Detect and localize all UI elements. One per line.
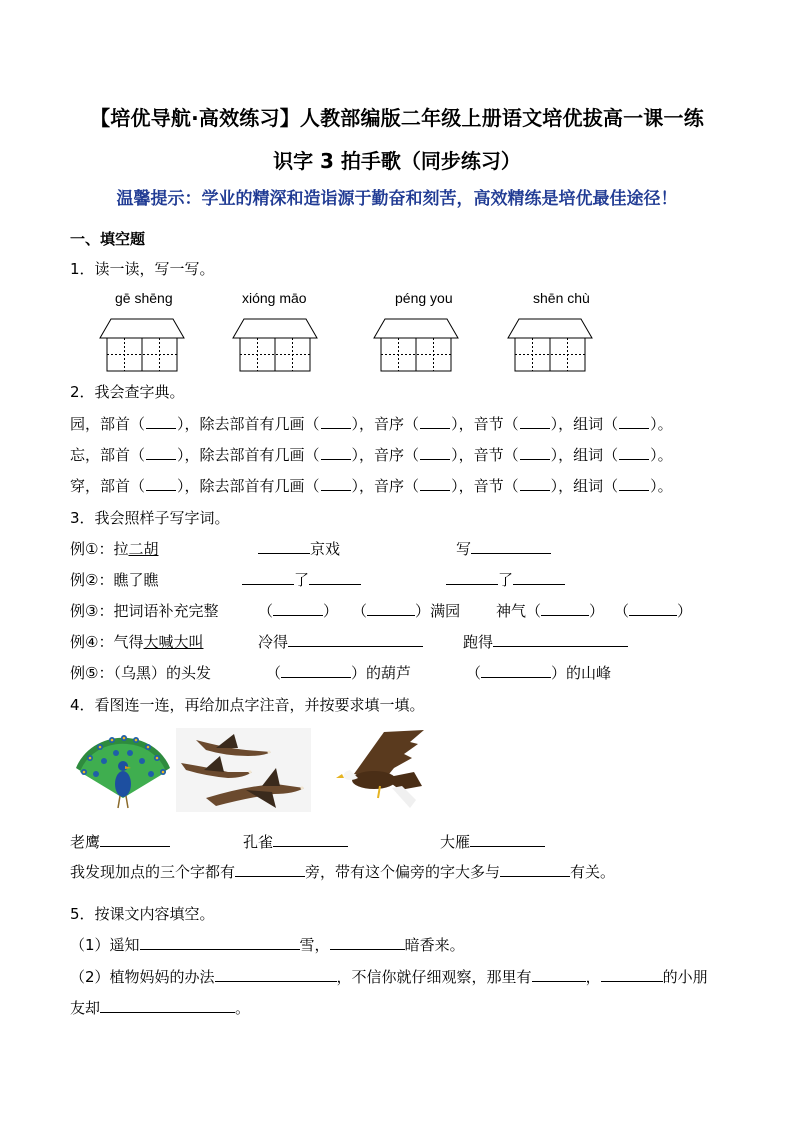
- dict-text: ），组词（: [550, 446, 619, 464]
- text-line-2: [70, 966, 708, 987]
- dict-text: ），组词（: [550, 415, 619, 433]
- example-5-item-2: [266, 662, 411, 683]
- fill-blank[interactable]: [258, 538, 310, 554]
- syllable-blank[interactable]: [520, 476, 550, 491]
- letter-blank[interactable]: [420, 414, 450, 429]
- fill-blank[interactable]: [100, 997, 235, 1013]
- example-2-item-2: [242, 569, 361, 590]
- item-text: 写: [456, 540, 472, 558]
- fill-blank[interactable]: [288, 631, 423, 647]
- line-text: （1）遥知: [70, 936, 140, 954]
- line-text: 雪，: [299, 936, 330, 954]
- dict-text: ）。: [650, 415, 673, 433]
- fill-blank[interactable]: [532, 966, 586, 982]
- underlined-word: 大喊大叫: [143, 633, 204, 651]
- dict-text: ），音序（: [351, 415, 420, 433]
- pinyin-blank[interactable]: [273, 831, 348, 847]
- page-title: 【培优导航·高效练习】人教部编版二年级上册语文培优拔高一课一练: [90, 106, 704, 130]
- item-text: 的山峰: [566, 664, 612, 682]
- dict-text: ），除去部首有几画（: [177, 415, 320, 433]
- bird-name: 老鹰: [70, 833, 101, 851]
- dict-row-3: [70, 475, 673, 496]
- poem-line: [70, 934, 465, 955]
- line-text: 暗香来。: [404, 936, 465, 954]
- paren-close: ）: [351, 664, 367, 682]
- radical-blank[interactable]: [146, 476, 176, 491]
- dict-text: ），除去部首有几画（: [177, 446, 320, 464]
- dict-text: ），音节（: [451, 477, 519, 495]
- word-blank[interactable]: [619, 476, 649, 491]
- paren-close: ）: [323, 602, 339, 620]
- dict-text: ），音序（: [351, 446, 420, 464]
- sentence-text: 有关。: [570, 863, 616, 881]
- dict-row-1: [70, 413, 673, 434]
- fill-blank[interactable]: [309, 569, 361, 585]
- meaning-blank[interactable]: [500, 861, 570, 877]
- dict-text: ）。: [650, 446, 673, 464]
- syllable-blank[interactable]: [520, 445, 550, 460]
- strokes-blank[interactable]: [321, 445, 351, 460]
- question-4-label: 4．看图连一连，再给加点字注音，并按要求填一填。: [70, 696, 425, 714]
- fill-blank[interactable]: [629, 600, 677, 616]
- line-text: ，: [585, 968, 601, 986]
- fill-blank[interactable]: [471, 538, 551, 554]
- bird-name: 大雁: [440, 833, 471, 851]
- dict-char: 忘: [70, 446, 86, 464]
- item-text: 的葫芦: [366, 664, 412, 682]
- fill-blank[interactable]: [140, 934, 300, 950]
- lesson-title: 识字 3 拍手歌（同步练习）: [273, 149, 521, 173]
- paren-open: （: [258, 602, 274, 620]
- question-5-label: 5．按课文内容填空。: [70, 905, 215, 923]
- example-prefix: 例①：拉: [70, 540, 129, 558]
- paren-open: （: [352, 602, 368, 620]
- line-text: （2）植物妈妈的办法: [70, 968, 215, 986]
- writing-box-1[interactable]: [99, 318, 185, 372]
- fill-blank[interactable]: [215, 966, 337, 982]
- paren-close: ）: [415, 602, 431, 620]
- example-4-item-3: [463, 631, 628, 652]
- radical-sentence: [70, 861, 615, 882]
- item-text: 跑得: [463, 633, 494, 651]
- fill-blank[interactable]: [367, 600, 415, 616]
- example-4-item-2: [258, 631, 423, 652]
- example-3-item-2: [258, 600, 460, 621]
- dict-text: ），音序（: [351, 477, 420, 495]
- item-text: 冷得: [258, 633, 289, 651]
- example-2-text: 例②：瞧了瞧: [70, 571, 159, 589]
- peacock-image: [72, 728, 174, 812]
- example-1-item-3: [456, 538, 551, 559]
- sentence-text: 旁，带有这个偏旁的字大多与: [305, 863, 501, 881]
- pinyin-4: shēn chù: [533, 290, 590, 306]
- dict-char: 园: [70, 415, 86, 433]
- example-prefix: 例④：气得: [70, 633, 144, 651]
- item-text: 京戏: [310, 540, 341, 558]
- dict-text: ），音节（: [451, 446, 519, 464]
- radical-blank[interactable]: [235, 861, 305, 877]
- writing-box-3[interactable]: [373, 318, 459, 372]
- dict-char: 穿: [70, 477, 86, 495]
- fill-blank[interactable]: [330, 934, 405, 950]
- dict-row-2: [70, 444, 673, 465]
- section-heading: 一、填空题: [70, 230, 146, 248]
- pinyin-2: xióng māo: [242, 290, 307, 306]
- pinyin-1: gē shēng: [115, 290, 173, 306]
- pinyin-blank[interactable]: [470, 831, 545, 847]
- pinyin-blank[interactable]: [100, 831, 170, 847]
- paren-close: ）: [677, 602, 693, 620]
- fill-blank[interactable]: [242, 569, 294, 585]
- strokes-blank[interactable]: [321, 414, 351, 429]
- bird-name: 孔雀: [243, 833, 274, 851]
- question-2-label: 2．我会查字典。: [70, 383, 185, 401]
- line-text: 的小朋: [662, 968, 708, 986]
- radical-blank[interactable]: [146, 445, 176, 460]
- writing-box-2[interactable]: [232, 318, 318, 372]
- paren-open: （: [614, 602, 630, 620]
- paren-close: ）: [589, 602, 605, 620]
- dict-text: ），除去部首有几画（: [177, 477, 320, 495]
- example-1-text: [70, 538, 158, 559]
- example-1-item-2: [258, 538, 340, 559]
- item-text: 了: [294, 571, 310, 589]
- paren-open: （: [266, 664, 282, 682]
- line-text: ，不信你就仔细观察，那里有: [336, 968, 532, 986]
- fill-blank[interactable]: [493, 631, 628, 647]
- fill-blank[interactable]: [281, 662, 351, 678]
- match-peacock: [243, 831, 348, 852]
- eagle-image: [314, 728, 426, 812]
- geese-image: [176, 728, 311, 812]
- dict-text: ，部首（: [85, 477, 146, 495]
- fill-blank[interactable]: [601, 966, 663, 982]
- item-text: 满园: [430, 602, 461, 620]
- underlined-word: 二胡: [128, 540, 159, 558]
- tip-text: 温馨提示：学业的精深和造诣源于勤奋和刻苦，高效精练是培优最佳途径！: [116, 189, 678, 209]
- fill-blank[interactable]: [273, 600, 323, 616]
- dict-text: ），音节（: [451, 415, 519, 433]
- item-text: 了: [498, 571, 514, 589]
- match-eagle: [70, 831, 170, 852]
- match-goose: [440, 831, 545, 852]
- example-4-text: [70, 631, 203, 652]
- strokes-blank[interactable]: [321, 476, 351, 491]
- sentence-text: 我发现加点的三个字都有: [70, 863, 236, 881]
- question-3-label: 3．我会照样子写字词。: [70, 509, 230, 527]
- item-text: 神气（: [496, 602, 542, 620]
- question-1-label: 1．读一读，写一写。: [70, 260, 215, 278]
- word-blank[interactable]: [619, 445, 649, 460]
- pinyin-3: péng you: [395, 290, 453, 306]
- dict-text: ）。: [650, 477, 673, 495]
- line-text: 。: [235, 999, 251, 1017]
- dict-text: ，部首（: [85, 415, 146, 433]
- paren-close: ）: [551, 664, 567, 682]
- dict-text: ，部首（: [85, 446, 146, 464]
- letter-blank[interactable]: [420, 445, 450, 460]
- radical-blank[interactable]: [146, 414, 176, 429]
- text-line-3: [70, 997, 250, 1018]
- fill-blank[interactable]: [446, 569, 498, 585]
- line-text: 友却: [70, 999, 101, 1017]
- letter-blank[interactable]: [420, 476, 450, 491]
- example-5-text: 例⑤：（乌黑）的头发: [70, 664, 211, 682]
- example-2-item-3: [446, 569, 565, 590]
- writing-box-4[interactable]: [507, 318, 593, 372]
- word-blank[interactable]: [619, 414, 649, 429]
- example-3-text: 例③：把词语补充完整: [70, 602, 219, 620]
- syllable-blank[interactable]: [520, 414, 550, 429]
- fill-blank[interactable]: [481, 662, 551, 678]
- fill-blank[interactable]: [541, 600, 589, 616]
- paren-open: （: [466, 664, 482, 682]
- example-3-item-3: [496, 600, 692, 621]
- example-5-item-3: [466, 662, 611, 683]
- fill-blank[interactable]: [513, 569, 565, 585]
- dict-text: ），组词（: [550, 477, 619, 495]
